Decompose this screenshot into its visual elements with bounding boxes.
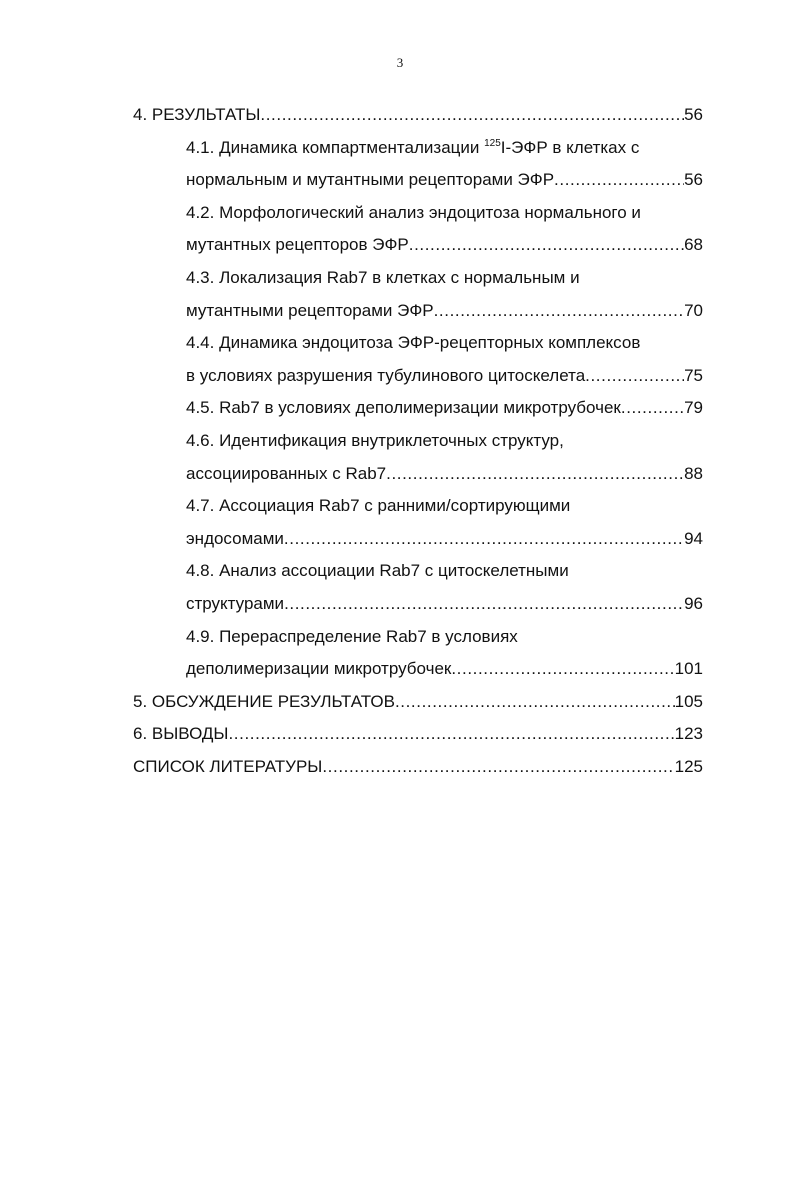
toc-entry-label: 4.4. Динамика эндоцитоза ЭФР-рецепторных комплексов — [186, 333, 641, 353]
toc-entry-results — [133, 99, 703, 132]
toc-entry-label: нормальным и мутантными рецепторами ЭФР — [186, 170, 555, 190]
dot-leader — [409, 229, 684, 262]
toc-entry-conclusions — [133, 718, 703, 751]
toc-entry-page: 56 — [684, 170, 703, 190]
toc-entry-page: 101 — [674, 659, 703, 679]
toc-entry-4-9-line1 — [133, 621, 703, 654]
toc-entry-label: СПИСОК ЛИТЕРАТУРЫ — [133, 756, 323, 776]
toc-text-part: 4.1. Динамика компартментализации — [186, 137, 485, 157]
toc-entry-label: структурами — [186, 593, 285, 613]
toc-entry-4-1-line1 — [133, 132, 703, 165]
dot-leader — [451, 653, 674, 686]
toc-entry-4-6-line2 — [133, 458, 703, 491]
toc-entry-4-5 — [133, 392, 703, 425]
toc-entry-label: 4.2. Морфологический анализ эндоцитоза нормального и — [186, 202, 641, 222]
dot-leader — [322, 751, 674, 784]
page-number: 3 — [396, 55, 404, 70]
toc-entry-4-3-line2 — [133, 295, 703, 328]
toc-entry-page: 96 — [684, 593, 703, 613]
toc-entry-label: 4.7. Ассоциация Rab7 с ранними/сортирующими — [186, 496, 571, 516]
toc-entry-label: мутантных рецепторов ЭФР — [186, 235, 409, 255]
toc-entry-page: 70 — [684, 300, 703, 320]
toc-entry-4-3-line1 — [133, 262, 703, 295]
toc-entry-references — [133, 751, 703, 784]
toc-entry-label: эндосомами — [186, 528, 284, 548]
dot-leader — [621, 392, 684, 425]
toc-entry-4-2-line2 — [133, 229, 703, 262]
table-of-contents — [133, 99, 703, 783]
toc-entry-4-6-line1 — [133, 425, 703, 458]
dot-leader — [386, 458, 684, 491]
dot-leader — [585, 360, 684, 393]
dot-leader — [284, 588, 684, 621]
toc-entry-4-7-line1 — [133, 490, 703, 523]
toc-entry-label: 4. РЕЗУЛЬТАТЫ — [133, 105, 261, 124]
toc-entry-page: 56 — [684, 105, 703, 124]
toc-entry-page: 79 — [684, 398, 703, 418]
toc-entry-4-4-line1 — [133, 327, 703, 360]
toc-entry-label — [186, 132, 639, 165]
dot-leader — [395, 686, 675, 719]
toc-entry-label: 4.9. Перераспределение Rab7 в условиях — [186, 626, 518, 646]
toc-entry-discussion — [133, 686, 703, 719]
dot-leader — [434, 295, 684, 328]
toc-entry-label: 6. ВЫВОДЫ — [133, 724, 229, 744]
toc-entry-page: 123 — [674, 724, 703, 744]
dot-leader — [228, 718, 674, 751]
toc-entry-4-9-line2 — [133, 653, 703, 686]
dot-leader — [260, 99, 684, 132]
toc-entry-page: 75 — [684, 365, 703, 385]
toc-entry-label: деполимеризации микротрубочек — [186, 659, 452, 679]
toc-entry-page: 125 — [674, 756, 703, 776]
toc-entry-4-8-line1 — [133, 555, 703, 588]
toc-text-part: I-ЭФР в клетках с — [500, 137, 640, 157]
toc-entry-page: 68 — [684, 235, 703, 255]
toc-entry-4-7-line2 — [133, 523, 703, 556]
toc-entry-page: 94 — [684, 528, 703, 548]
toc-entry-label: 4.6. Идентификация внутриклеточных структур, — [186, 430, 564, 450]
toc-entry-4-1-line2 — [133, 164, 703, 197]
toc-entry-label: 4.3. Локализация Rab7 в клетках с нормальным и — [186, 267, 580, 287]
toc-entry-4-4-line2 — [133, 360, 703, 393]
dot-leader — [554, 164, 684, 197]
toc-entry-label: в условиях разрушения тубулинового цитоскелета — [186, 365, 586, 385]
toc-entry-4-2-line1 — [133, 197, 703, 230]
dot-leader — [284, 523, 684, 556]
toc-entry-4-8-line2 — [133, 588, 703, 621]
toc-entry-label: мутантными рецепторами ЭФР — [186, 300, 434, 320]
toc-entry-page: 88 — [684, 463, 703, 483]
isotope-superscript: 125 — [484, 137, 501, 149]
toc-entry-label: ассоциированных с Rab7 — [186, 463, 387, 483]
toc-entry-label: 5. ОБСУЖДЕНИЕ РЕЗУЛЬТАТОВ — [133, 691, 395, 711]
toc-entry-label: 4.5. Rab7 в условиях деполимеризации микротрубочек — [186, 398, 621, 418]
toc-entry-label: 4.8. Анализ ассоциации Rab7 с цитоскелетными — [186, 561, 569, 581]
toc-entry-page: 105 — [674, 691, 703, 711]
